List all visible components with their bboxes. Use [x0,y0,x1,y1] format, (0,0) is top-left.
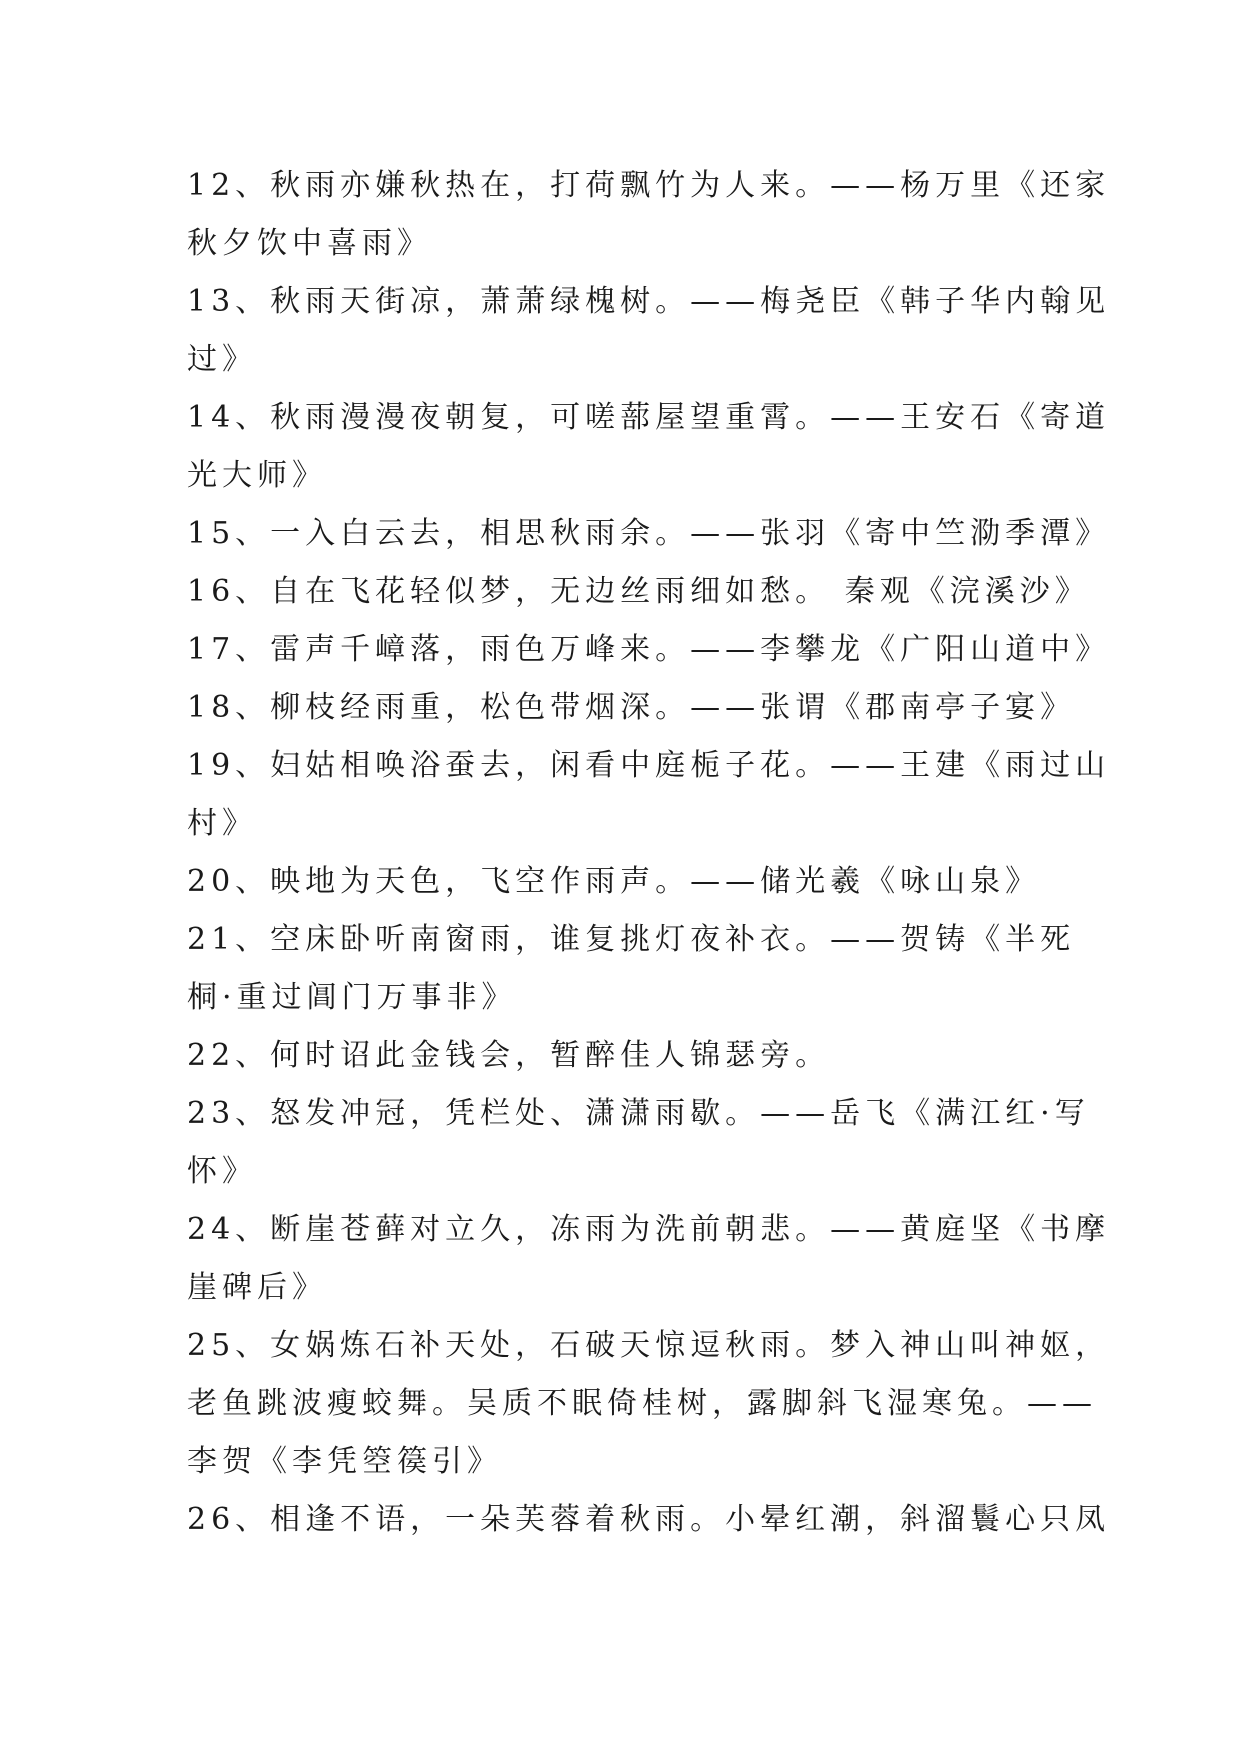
text-line: 26、相逢不语，一朵芙蓉着秋雨。小晕红潮，斜溜鬟心只凤 [187,1502,1111,1537]
text-line: 17、雷声千嶂落，雨色万峰来。——李攀龙《广阳山道中》 [187,632,1111,667]
text-line: 12、秋雨亦嫌秋热在，打荷飘竹为人来。——杨万里《还家 [187,168,1111,203]
text-line: 秋夕饮中喜雨》 [187,226,432,261]
text-line: 23、怒发冲冠，凭栏处、潇潇雨歇。——岳飞《满江红·写 [187,1096,1090,1131]
text-line: 24、断崖苍藓对立久，冻雨为洗前朝悲。——黄庭坚《书摩 [187,1212,1111,1247]
text-line: 15、一入白云去，相思秋雨余。——张羽《寄中竺泐季潭》 [187,516,1111,551]
text-line: 村》 [187,806,257,841]
text-line: 过》 [187,342,257,377]
text-line: 光大师》 [187,458,327,493]
text-line: 14、秋雨漫漫夜朝复，可嗟蔀屋望重霄。——王安石《寄道 [187,400,1111,435]
text-line: 25、女娲炼石补天处，石破天惊逗秋雨。梦入神山叫神妪， [187,1328,1111,1363]
text-line: 20、映地为天色，飞空作雨声。——储光羲《咏山泉》 [187,864,1041,899]
text-line: 桐·重过阊门万事非》 [187,980,517,1015]
text-line: 李贺《李凭箜篌引》 [187,1444,502,1479]
text-line: 21、空床卧听南窗雨，谁复挑灯夜补衣。——贺铸《半死 [187,922,1076,957]
text-line: 16、自在飞花轻似梦，无边丝雨细如愁。 秦观《浣溪沙》 [187,574,1090,609]
text-line: 22、何时诏此金钱会，暂醉佳人锦瑟旁。 [187,1038,831,1073]
text-line: 怀》 [187,1154,257,1189]
poem-list [187,157,1111,1549]
text-line: 13、秋雨天街凉，萧萧绿槐树。——梅尧臣《韩子华内翰见 [187,284,1111,319]
text-line: 19、妇姑相唤浴蚕去，闲看中庭栀子花。——王建《雨过山 [187,748,1111,783]
text-line: 崖碑后》 [187,1270,327,1305]
text-line: 老鱼跳波瘦蛟舞。吴质不眠倚桂树，露脚斜飞湿寒兔。—— [187,1386,1097,1421]
text-line: 18、柳枝经雨重，松色带烟深。——张谓《郡南亭子宴》 [187,690,1076,725]
